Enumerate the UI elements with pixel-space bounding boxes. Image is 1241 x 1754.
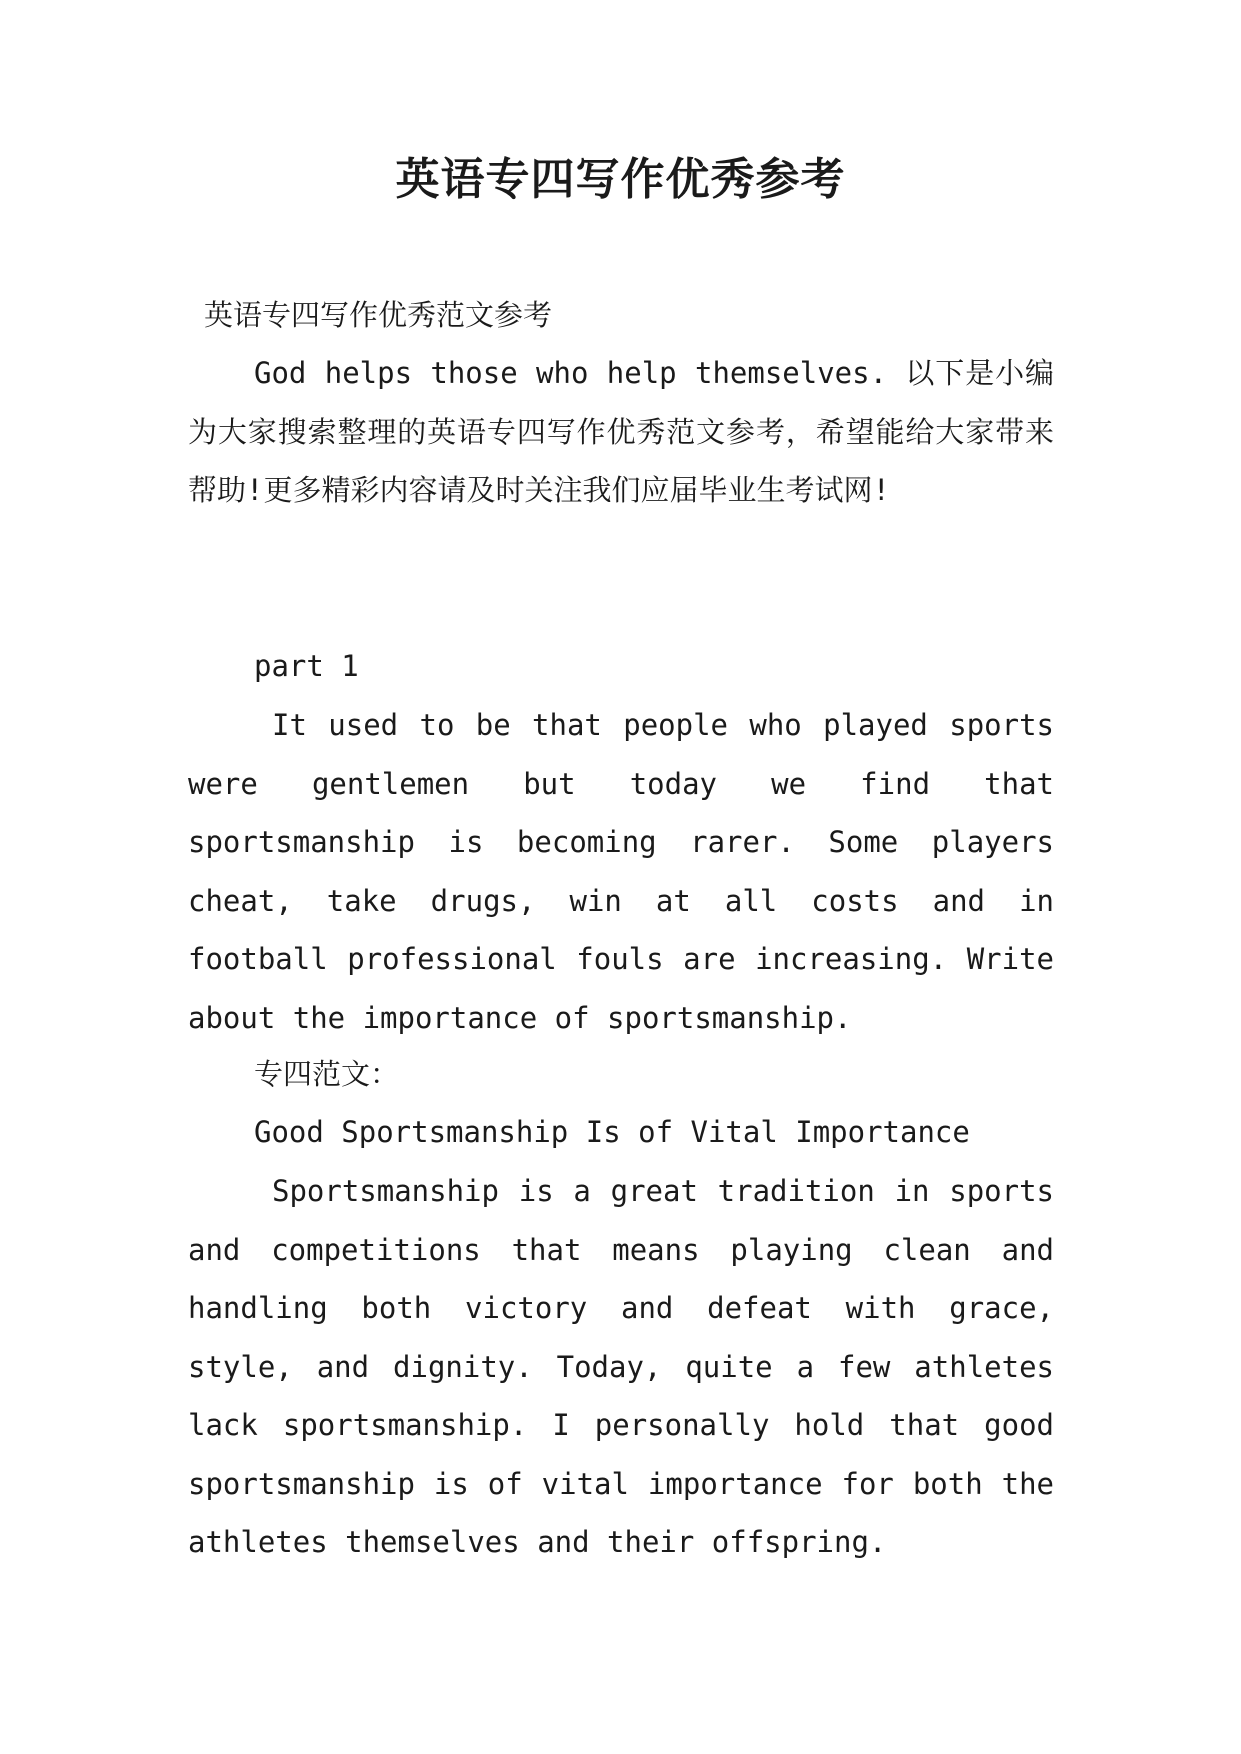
page-title: 英语专四写作优秀参考 [395, 154, 846, 205]
essay-title: Good Sportsmanship Is of Vital Importance [254, 1115, 970, 1149]
intro-paragraph: God helps those who help themselves. 以下是小编为大家搜索整理的英语专四写作优秀范文参考，希望能给大家带来帮助!更多精彩内容请及时关注我们应届毕业生考试网! [188, 356, 1054, 507]
part-label: part 1 [254, 649, 359, 683]
prompt-paragraph: It used to be that people who played sports were gentlemen but today we find that sportsmanship is becoming rarer. Some players cheat, take drugs, win at all costs and in football professional fouls are increasing. Write about the importance of sportsmanship. [188, 708, 1054, 1035]
essay-paragraph: Sportsmanship is a great tradition in sports and competitions that means playing clean and handling both victory and defeat with grace, style, and dignity. Today, quite a few athletes lack sportsmanship. I personally hold that good sportsmanship is of vital importance for both the athletes themselves and their offspring. [188, 1174, 1054, 1559]
document-subtitle: 英语专四写作优秀范文参考 [204, 298, 553, 332]
sample-essay-label: 专四范文： [254, 1057, 400, 1091]
